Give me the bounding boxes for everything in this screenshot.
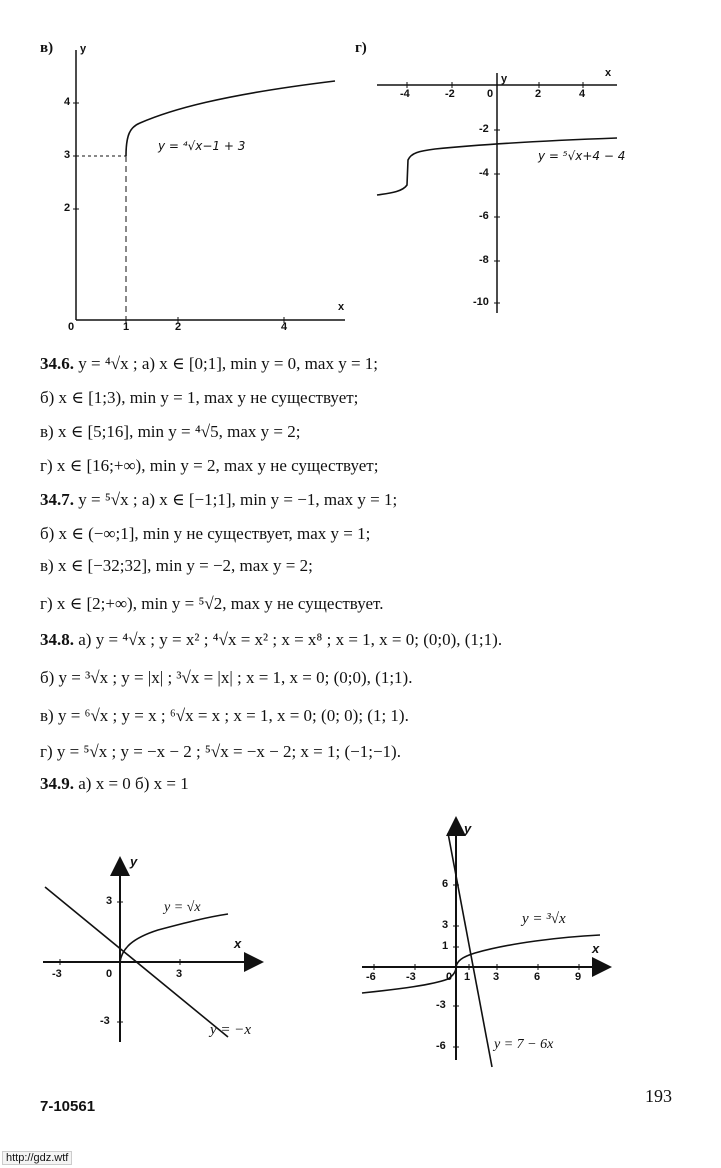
graph-b (360, 815, 620, 1070)
graph-v-tick-y-2: 2 (64, 202, 71, 214)
graph-g-axis-y: y (501, 73, 508, 85)
graph-b-tick-x-m6: -6 (366, 971, 376, 983)
text-line: г) x ∈ [16;+∞), min y = 2, max y не существует; (40, 456, 379, 475)
source-url-link[interactable]: http://gdz.wtf (2, 1151, 72, 1165)
graph-v-label: в) (40, 40, 54, 56)
graph-a-axis-x: x (234, 936, 242, 951)
graph-a-tick-y-m3: -3 (100, 1015, 110, 1027)
text-line: б) x ∈ (−∞;1], min y не существует, max y = 1; (40, 524, 371, 543)
graph-b-tick-x-6: 6 (534, 971, 541, 983)
text-line: в) x ∈ [−32;32], min y = −2, max y = 2; (40, 556, 313, 575)
graph-v-plot (40, 35, 360, 335)
graph-v-tick-x-0: 0 (68, 321, 75, 333)
text-line: 34.9. а) x = 0 б) x = 1 (40, 774, 189, 793)
footer-code: 7-10561 (40, 1098, 96, 1115)
graph-b-tick-y-6: 6 (442, 878, 449, 890)
text-line: г) x ∈ [2;+∞), min y = ⁵√2, max y не существует. (40, 594, 384, 613)
graph-b-tick-y-m6: -6 (436, 1040, 446, 1052)
graph-g-tick-y-m2: -2 (479, 123, 489, 135)
graph-g-tick-x-m2: -2 (445, 88, 455, 100)
graph-g-tick-x-4: 4 (579, 88, 586, 100)
graph-a-label-neg: y = −x (210, 1022, 252, 1038)
graph-a-tick-y-3: 3 (106, 895, 113, 907)
graph-v (40, 35, 360, 335)
graph-a-tick-x-0: 0 (106, 968, 113, 980)
graph-g-plot (355, 35, 645, 325)
graph-b-tick-x-m3: -3 (406, 971, 416, 983)
text-line: 34.7. y = ⁵√x ; а) x ∈ [−1;1], min y = −1, max y = 1; (40, 490, 398, 509)
graph-v-axis-x: x (338, 301, 345, 313)
graph-b-tick-x-0: 0 (446, 971, 453, 983)
text-line: б) y = ³√x ; y = |x| ; ³√x = |x| ; x = 1, x = 0; (0;0), (1;1). (40, 668, 413, 687)
graph-v-tick-y-4: 4 (64, 96, 71, 108)
graph-b-label-line: y = 7 − 6x (494, 1037, 554, 1052)
text-line: 34.8. а) y = ⁴√x ; y = x² ; ⁴√x = x² ; x = x⁸ ; x = 1, x = 0; (0;0), (1;1). (40, 630, 503, 649)
graph-a-axis-y: y (130, 854, 138, 869)
graph-b-curve-cbrt (362, 935, 600, 993)
graph-b-plot (360, 815, 620, 1070)
text-line: 34.6. y = ⁴√x ; а) x ∈ [0;1], min y = 0, max y = 1; (40, 354, 379, 373)
graph-v-axis-y: y (80, 43, 87, 55)
graph-a-tick-x-m3: -3 (52, 968, 62, 980)
text-line: б) x ∈ [1;3), min y = 1, max y не существует; (40, 388, 359, 407)
graph-b-axis-y: y (464, 821, 472, 836)
graph-b-label-cbrt: y = ³√x (522, 911, 566, 927)
graph-b-tick-y-3: 3 (442, 919, 449, 931)
graph-g (355, 35, 645, 325)
graph-g-axis-x: x (605, 67, 612, 79)
graph-v-formula: y = ⁴√x−1 + 3 (158, 139, 246, 153)
graph-g-tick-y-m6: -6 (479, 210, 489, 222)
graph-v-tick-y-3: 3 (64, 149, 71, 161)
graph-g-tick-x-2: 2 (535, 88, 542, 100)
graph-g-tick-y-m8: -8 (479, 254, 489, 266)
text-line: в) x ∈ [5;16], min y = ⁴√5, max y = 2; (40, 422, 301, 441)
graph-a-tick-x-3: 3 (176, 968, 183, 980)
graph-a-curve-sqrt (120, 914, 228, 962)
text-line: г) y = ⁵√x ; y = −x − 2 ; ⁵√x = −x − 2; x = 1; (−1;−1). (40, 742, 401, 761)
text-line: в) y = ⁶√x ; y = x ; ⁶√x = x ; x = 1, x = 0; (0; 0); (1; 1). (40, 706, 409, 725)
graph-v-tick-x-2: 2 (175, 321, 182, 333)
graph-g-label: г) (355, 40, 367, 56)
graph-g-tick-y-m10: -10 (473, 296, 489, 308)
graph-b-axis-x: x (592, 941, 600, 956)
graph-a (38, 852, 278, 1052)
graph-g-tick-y-m4: -4 (479, 167, 489, 179)
graph-v-tick-x-4: 4 (281, 321, 288, 333)
graph-b-tick-x-9: 9 (575, 971, 582, 983)
graph-b-tick-y-m3: -3 (436, 999, 446, 1011)
page-number: 193 (645, 1086, 672, 1106)
graph-a-label-sqrt: y = √x (164, 900, 201, 915)
graph-g-formula: y = ⁵√x+4 − 4 (538, 149, 626, 163)
graph-b-tick-y-1: 1 (442, 940, 449, 952)
graph-g-tick-x-m4: -4 (400, 88, 410, 100)
graph-g-tick-x-0: 0 (487, 88, 494, 100)
graph-b-tick-x-3: 3 (493, 971, 500, 983)
graph-v-tick-x-1: 1 (123, 321, 130, 333)
graph-b-tick-x-1: 1 (464, 971, 471, 983)
